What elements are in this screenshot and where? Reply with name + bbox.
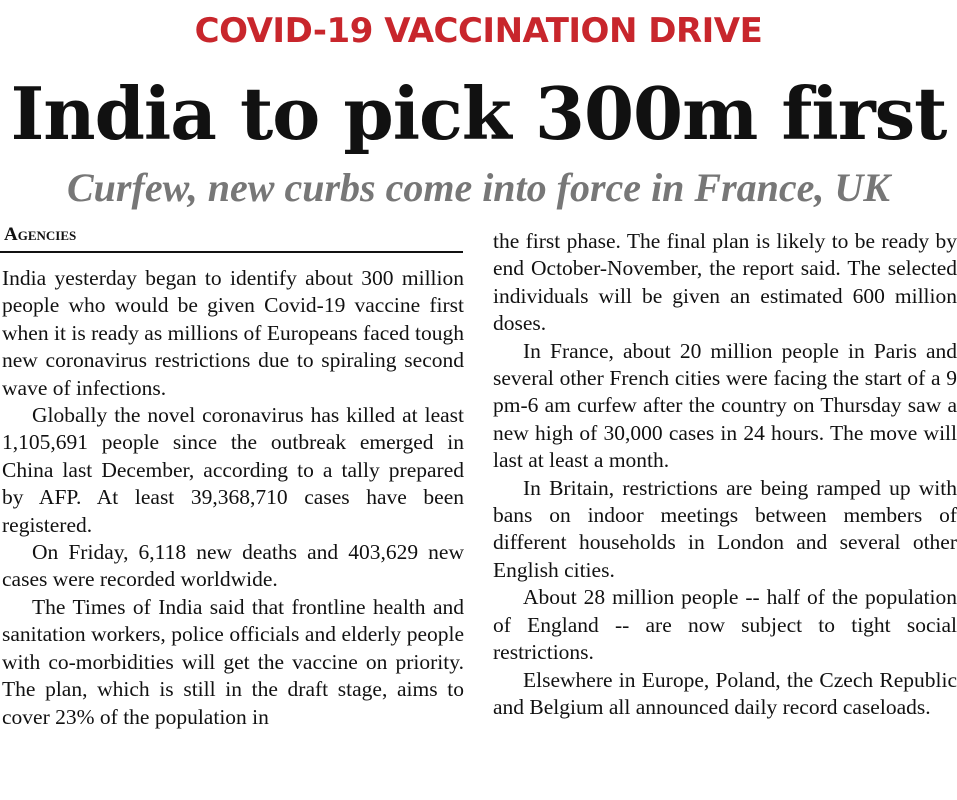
article-column-left <box>2 265 464 731</box>
paragraph: Globally the novel coronavirus has killed at least 1,105,691 people since the outbreak emerged in China last December, according to a tally prepared by AFP. At least 39,368,710 cases have been registered. <box>2 403 464 537</box>
paragraph: In Britain, restrictions are being ramped up with bans on indoor meetings between members of different households in London and several other English cities. <box>493 475 957 582</box>
paragraph: About 28 million people -- half of the population of England -- are now subject to tight social restrictions. <box>493 585 957 665</box>
byline-rule <box>0 251 463 253</box>
paragraph-continuation: the first phase. The final plan is likely to be ready by end October-November, the report said. The selected individuals will be given an estimated 600 million doses. <box>493 229 957 336</box>
headline: India to pick 300m first <box>10 71 947 156</box>
byline: Agencies <box>4 224 77 245</box>
paragraph: The Times of India said that frontline health and sanitation workers, police officials and elderly people with co-morbidities will get the vaccine on priority. The plan, which is still in the draft stage, aims to cover 23% of the population in <box>2 594 464 729</box>
kicker: COVID-19 VACCINATION DRIVE <box>194 11 763 51</box>
article-column-right <box>493 228 957 721</box>
paragraph: India yesterday began to identify about 300 million people who would be given Covid-19 vaccine first when it is ready as millions of Europeans faced tough new coronavirus restrictions due to spiraling second wave of infections. <box>2 266 464 400</box>
paragraph: In France, about 20 million people in Paris and several other French cities were facing the start of a 9 pm-6 am curfew after the country on Thursday saw a new high of 30,000 cases in 24 hours. The move will last at least a month. <box>493 338 957 473</box>
subheadline: Curfew, new curbs come into force in France, UK <box>67 165 890 210</box>
paragraph: Elsewhere in Europe, Poland, the Czech Republic and Belgium all announced daily record caseloads. <box>493 667 957 719</box>
paragraph: On Friday, 6,118 new deaths and 403,629 new cases were recorded worldwide. <box>2 540 464 592</box>
